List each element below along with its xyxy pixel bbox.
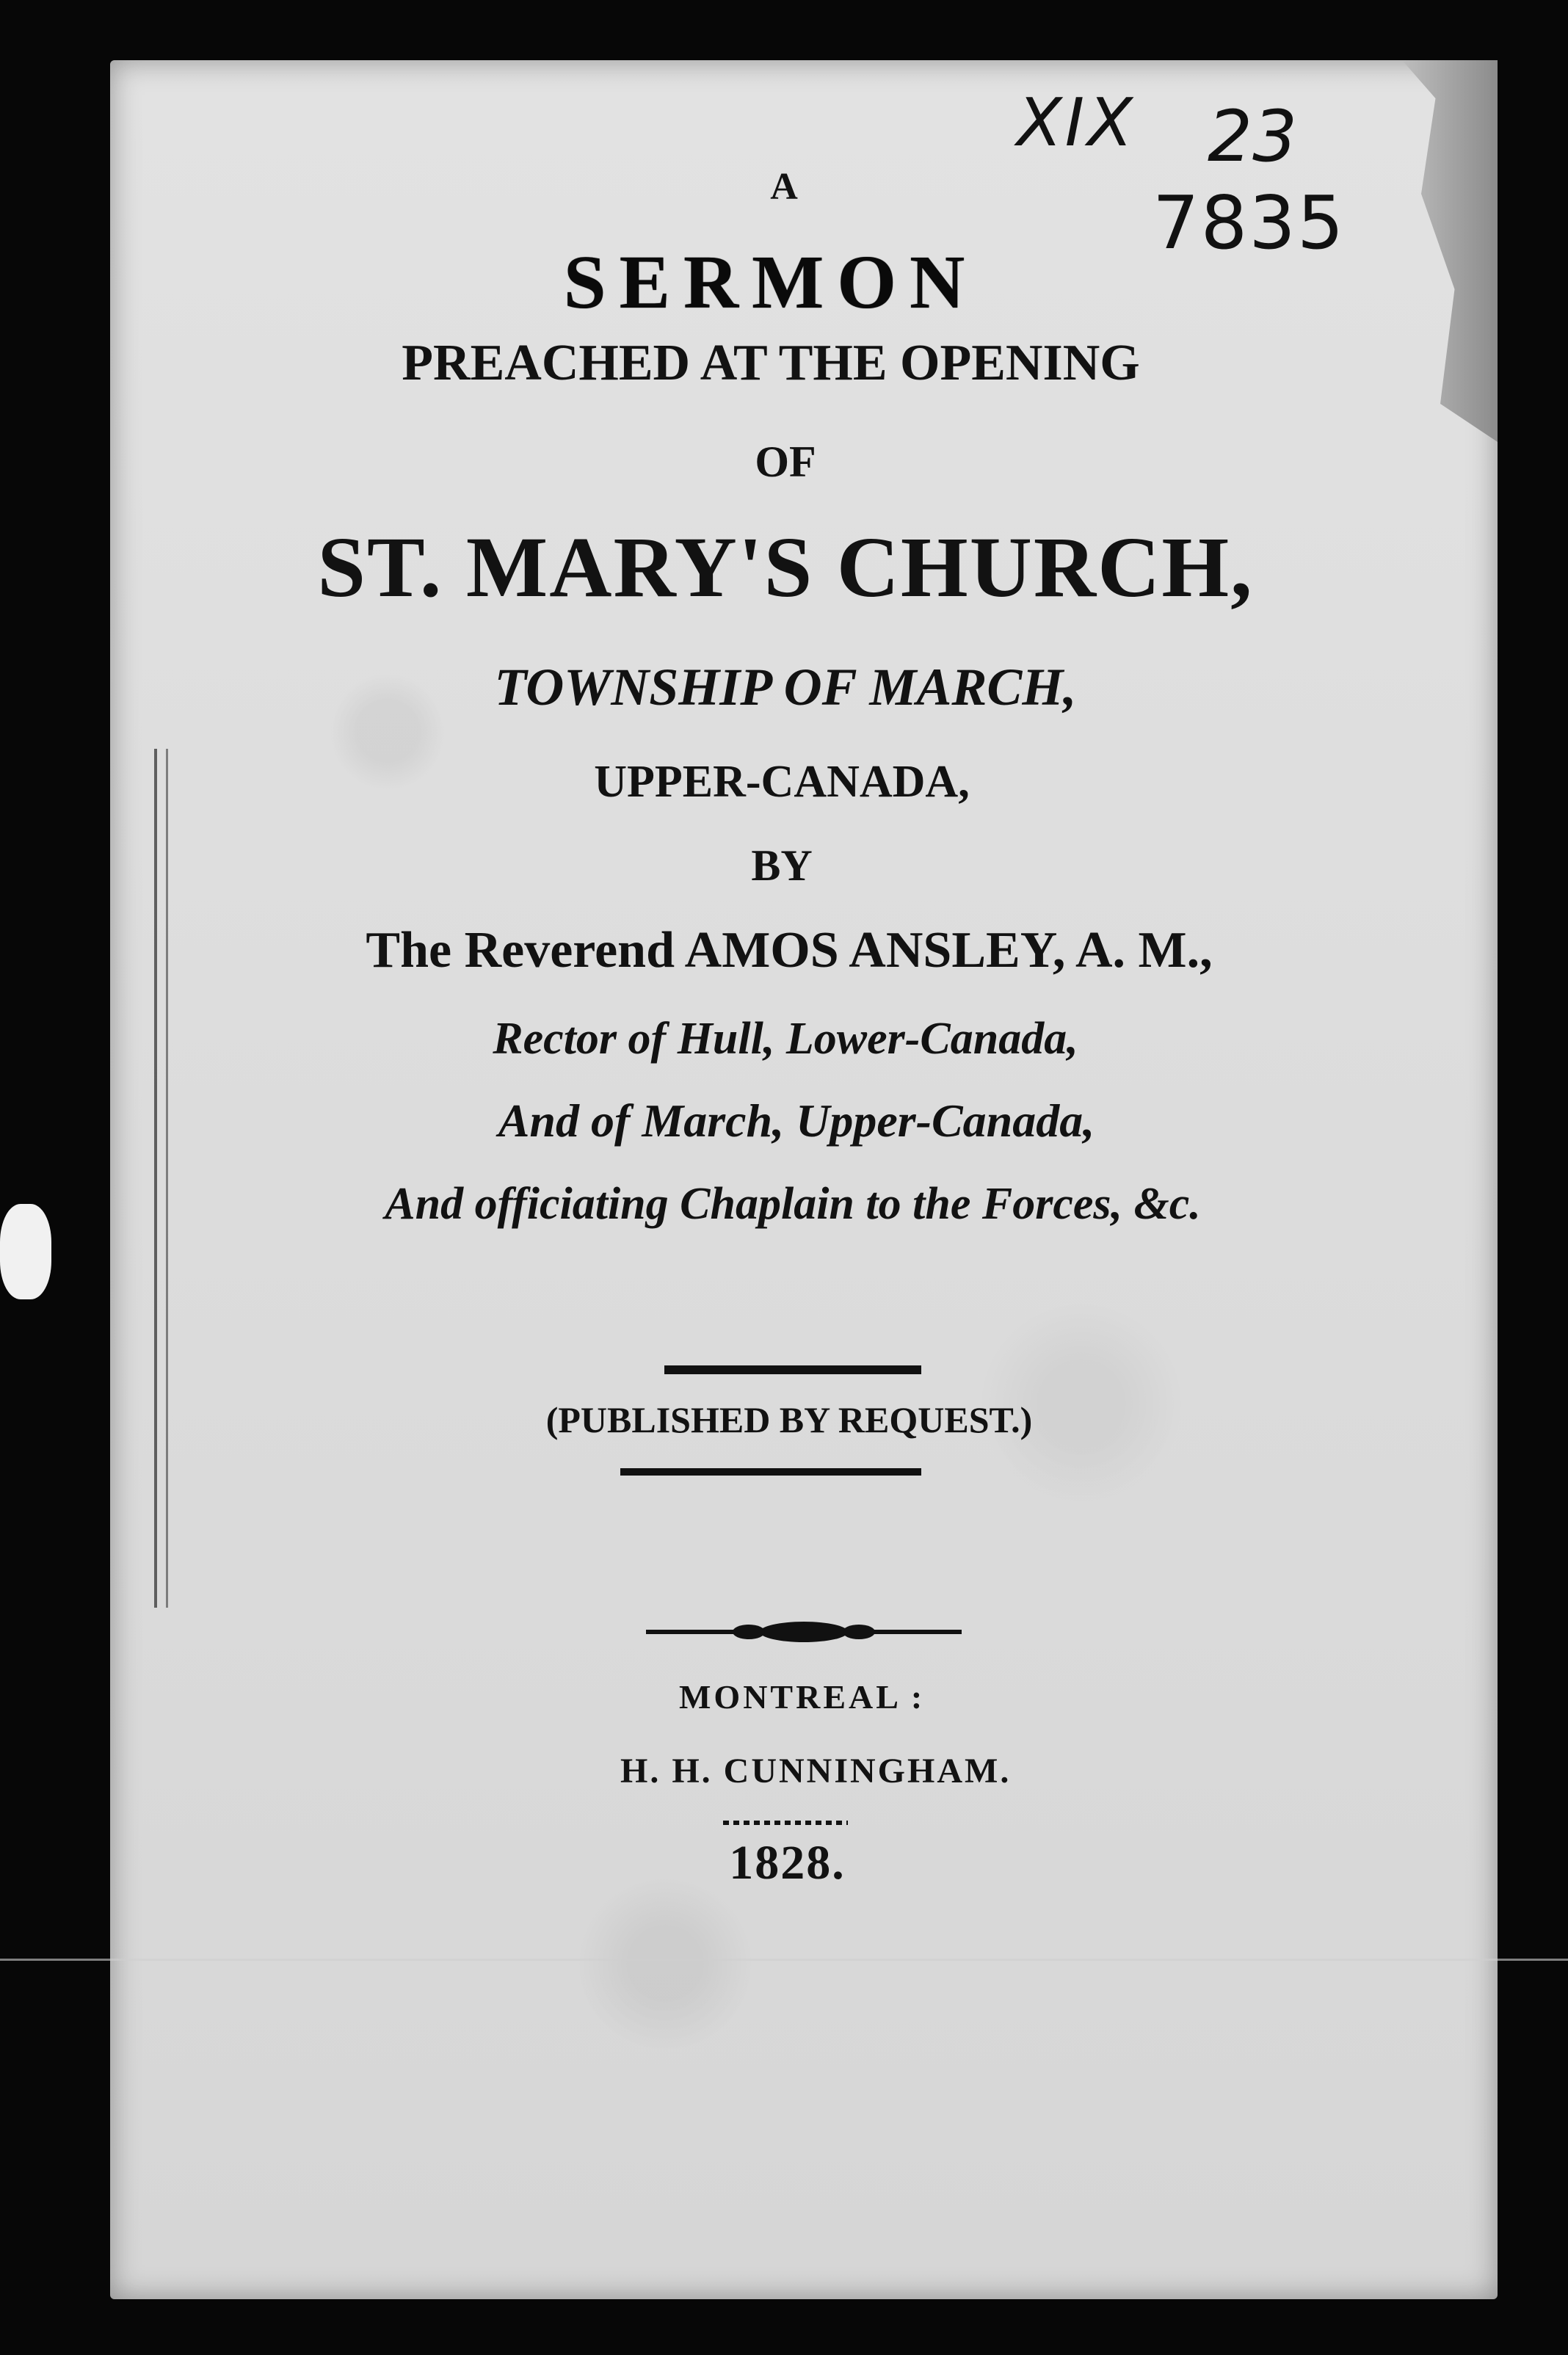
author-role-3: And officiating Chaplain to the Forces, &c. bbox=[385, 1179, 1201, 1229]
title-line-preached: PREACHED AT THE OPENING bbox=[402, 335, 1140, 391]
title-article: A bbox=[770, 166, 798, 208]
ornament-divider bbox=[646, 1619, 962, 1645]
handwritten-catalog-number: 7835 bbox=[1153, 180, 1346, 266]
imprint-place: MONTREAL : bbox=[679, 1678, 926, 1716]
handwritten-shelfmark-roman: XIX bbox=[1017, 84, 1136, 162]
handwritten-shelfmark-number: 23 bbox=[1208, 95, 1298, 178]
published-note: (PUBLISHED BY REQUEST.) bbox=[545, 1399, 1033, 1440]
author-role-2: And of March, Upper-Canada, bbox=[498, 1095, 1095, 1147]
scan-artifact-line bbox=[0, 1959, 1568, 1961]
binding-fold bbox=[154, 749, 168, 1608]
title-main: SERMON bbox=[563, 240, 979, 324]
paper-hole bbox=[0, 1204, 51, 1299]
province-line: UPPER-CANADA, bbox=[594, 757, 970, 807]
church-name: ST. MARY'S CHURCH, bbox=[317, 519, 1254, 615]
township-line: TOWNSHIP OF MARCH, bbox=[494, 658, 1077, 716]
author-role-1: Rector of Hull, Lower-Canada, bbox=[493, 1014, 1078, 1064]
divider-rule-top bbox=[664, 1365, 921, 1374]
imprint-year: 1828. bbox=[729, 1836, 846, 1890]
by-line: BY bbox=[751, 841, 813, 890]
divider-rule-bottom bbox=[620, 1468, 921, 1476]
title-line-of: OF bbox=[755, 438, 816, 486]
imprint-printer: H. H. CUNNINGHAM. bbox=[620, 1752, 1012, 1790]
dotted-rule bbox=[723, 1821, 848, 1825]
author-name: The Reverend AMOS ANSLEY, A. M., bbox=[366, 922, 1213, 979]
